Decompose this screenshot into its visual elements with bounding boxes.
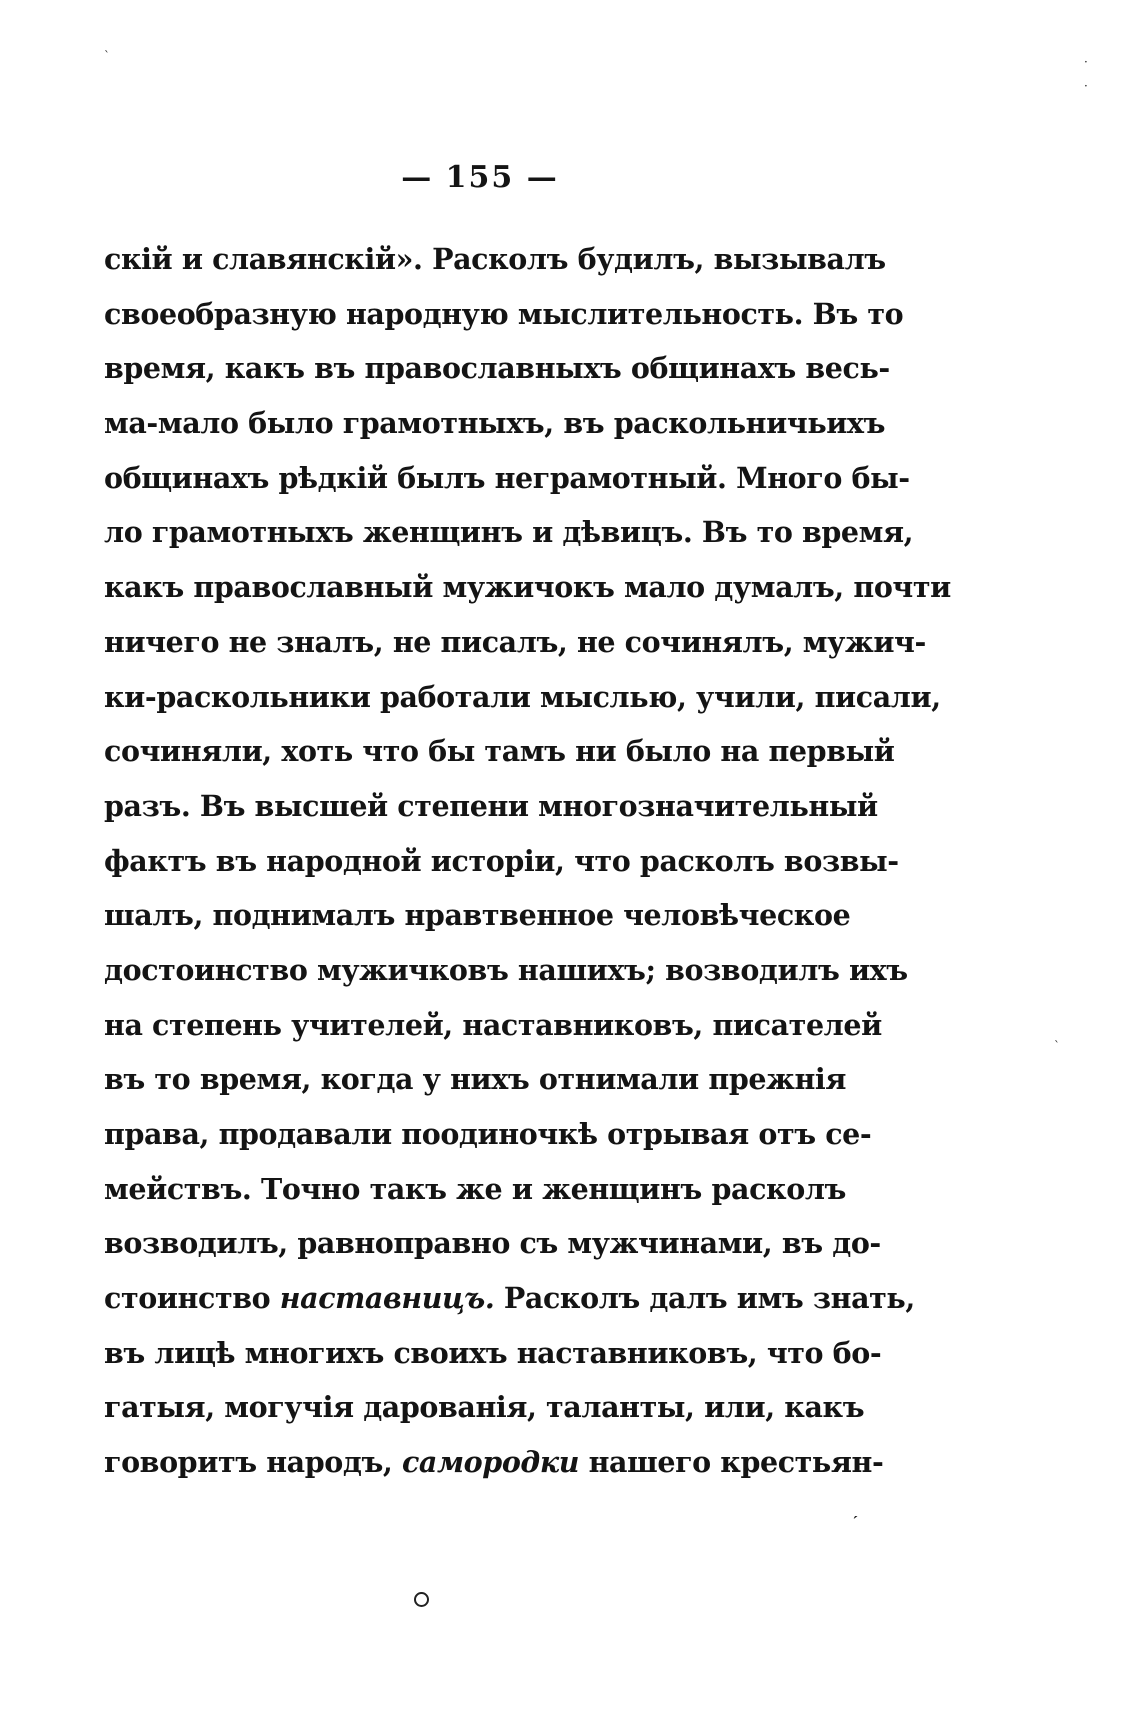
text-line: права, продавали поодиночкѣ отрывая отъ се- <box>104 1117 872 1151</box>
text-line: какъ православный мужичокъ мало думалъ, почти <box>104 570 951 605</box>
scan-speck: · <box>1084 79 1088 93</box>
text-line: ло грамотныхъ женщинъ и дѣвицъ. Въ то время, <box>104 515 914 550</box>
text-line: время, какъ въ православныхъ общинахъ весь- <box>104 351 890 386</box>
scan-speck-circle <box>414 1592 429 1607</box>
scan-speck: ˋ <box>104 49 110 63</box>
text-line: фактъ въ народной исторіи, что расколъ возвы- <box>104 843 899 878</box>
text-line: гатыя, могучія дарованія, таланты, или, какъ <box>104 1390 865 1425</box>
text-line: въ лицѣ многихъ своихъ наставниковъ, что бо- <box>104 1335 882 1370</box>
text-span: нашего крестьян- <box>579 1445 884 1480</box>
body-text <box>104 232 951 1490</box>
text-line: своеобразную народную мыслительность. Въ то <box>104 296 904 331</box>
italic-term: наставницъ. <box>279 1281 495 1316</box>
text-line: достоинство мужичковъ нашихъ; возводилъ ихъ <box>104 952 908 987</box>
scan-speck: ˏ <box>853 1500 859 1519</box>
text-line: возводилъ, равноправно съ мужчинами, въ до- <box>104 1226 881 1261</box>
text-line-with-italic <box>104 1435 884 1490</box>
text-line: общинахъ рѣдкій былъ неграмотный. Много бы- <box>104 460 910 495</box>
page-number: — 155 — <box>401 160 559 195</box>
scan-speck: ˋ <box>1054 1039 1060 1053</box>
text-span: стоинство <box>104 1281 280 1316</box>
text-span: говоритъ народъ, <box>104 1445 402 1480</box>
text-span: Расколъ далъ имъ знать, <box>494 1281 915 1316</box>
text-line-with-italic <box>104 1271 915 1326</box>
text-line: на степень учителей, наставниковъ, писателей <box>104 1007 882 1042</box>
text-line: ки-раскольники работали мыслью, учили, писали, <box>104 679 941 714</box>
text-line: въ то время, когда у нихъ отнимали прежнія <box>104 1062 846 1097</box>
text-line: скій и славянскій». Расколъ будилъ, вызывалъ <box>104 242 886 276</box>
text-line: разъ. Въ высшей степени многозначительный <box>104 788 878 823</box>
text-line: сочиняли, хоть что бы тамъ ни было на первый <box>104 734 895 769</box>
text-line: ма-мало было грамотныхъ, въ раскольничьихъ <box>104 406 886 441</box>
text-line: мействъ. Точно такъ же и женщинъ расколъ <box>104 1171 846 1206</box>
text-line: шалъ, поднималъ нравтвенное человѣческое <box>104 898 851 933</box>
scan-speck: · <box>1084 55 1088 69</box>
text-line: ничего не зналъ, не писалъ, не сочинялъ, мужич- <box>104 624 926 659</box>
italic-term: самородки <box>401 1445 580 1480</box>
